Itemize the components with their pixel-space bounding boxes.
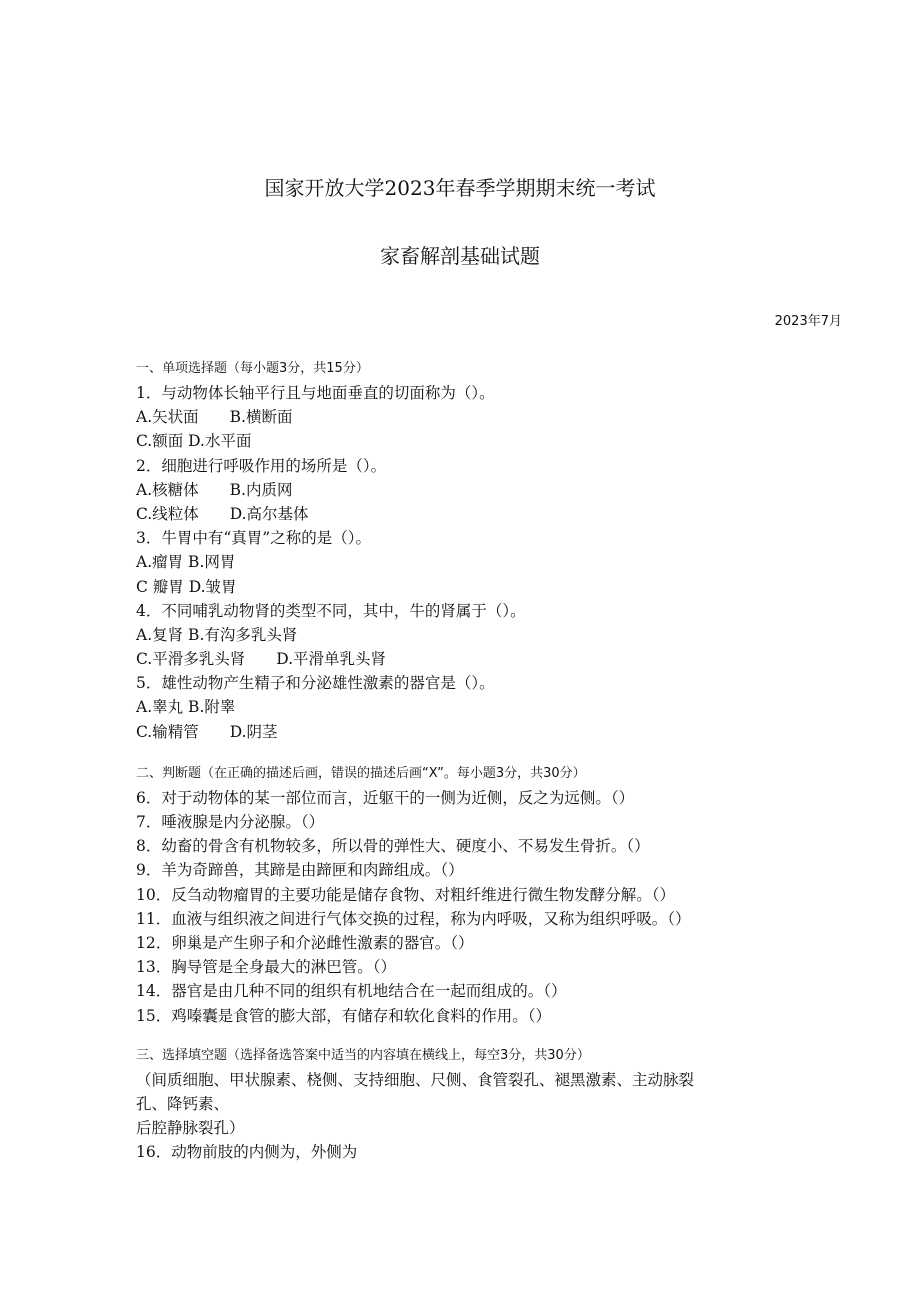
question-line: 15．鸡嗪囊是食管的膨大部，有储存和软化食料的作用。（） — [136, 1006, 551, 1025]
question-line: 7．唾液腺是内分泌腺。（） — [136, 813, 325, 831]
option-line: A.复肾 B.有沟多乳头肾 — [136, 625, 298, 644]
option-line: A.瘤胃 B.网胃 — [136, 553, 236, 572]
section2-questions — [136, 786, 816, 1028]
question-line: 11．血液与组织液之间进行气体交换的过程，称为内呼吸，又称为组织呼吸。（） — [136, 909, 691, 928]
question-line: 9．羊为奇蹄兽，其蹄是由蹄匣和肉蹄组成。（） — [136, 861, 464, 880]
option-line: A.睾丸 B.附睾 — [136, 698, 236, 717]
subject-title: 家畜解剖基础试题 — [380, 244, 540, 268]
question-line: 13．胸导管是全身最大的淋巴管。（） — [136, 958, 396, 977]
question-line: 16．动物前肢的内侧为，外侧为 — [136, 1143, 358, 1162]
question-line: 10．反刍动物瘤胃的主要功能是储存食物、对粗纤维进行微生物发酵分解。（） — [136, 885, 675, 904]
question-line: 5．雄性动物产生精子和分泌雄性激素的器官是（）。 — [136, 674, 495, 693]
section1-heading: 一、单项选择题（每小题3分，共15分） — [136, 361, 369, 376]
section3-heading: 三、选择填空题（选择备选答案中适当的内容填在横线上，每空3分，共30分） — [136, 1047, 590, 1063]
option-line: C.输精管 D.阴茎 — [136, 722, 278, 741]
exam-title: 国家开放大学2023年春季学期期末统一考试 — [264, 176, 656, 200]
answer-options-line: （间质细胞、甲状腺素、桡侧、支持细胞、尺侧、食管裂孔、褪黑激素、主动脉裂 — [136, 1070, 695, 1089]
section3-content — [136, 1068, 816, 1165]
question-line: 4．不同哺乳动物肾的类型不同，其中，牛的肾属于（）。 — [136, 601, 526, 620]
section2-heading: 二、判断题（在正确的描述后画，错误的描述后画“X”。每小题3分，共30分） — [136, 765, 586, 781]
question-line: 1．与动物体长轴平行且与地面垂直的切面称为（）。 — [136, 384, 495, 402]
question-line: 12．卵巢是产生卵子和介泌雌性激素的器官。（） — [136, 933, 474, 952]
question-line: 6．对于动物体的某一部位而言，近躯干的一侧为近侧，反之为远侧。（） — [136, 788, 635, 807]
exam-date: 2023年7月 — [774, 314, 842, 329]
answer-options-line: 后腔静脉裂孔） — [136, 1119, 245, 1138]
question-line: 14．器官是由几种不同的组织有机地结合在一起而组成的。（） — [136, 982, 567, 1001]
exam-body — [136, 357, 816, 1164]
section1-questions — [136, 381, 816, 744]
answer-options-line: 孔、降钙素、 — [136, 1094, 230, 1113]
option-line: C 瓣胃 D.皱胃 — [136, 577, 237, 596]
question-line: 3．牛胃中有“真胃”之称的是（）。 — [136, 529, 371, 548]
option-line: C.额面 D.水平面 — [136, 432, 252, 451]
option-line: A.核糖体 B.内质网 — [136, 480, 293, 499]
option-line: A.矢状面 B.横断面 — [136, 408, 293, 427]
question-line: 2．细胞进行呼吸作用的场所是（）。 — [136, 456, 387, 475]
question-line: 8．幼畜的骨含有机物较多，所以骨的弹性大、硬度小、不易发生骨折。（） — [136, 837, 650, 856]
option-line: C.线粒体 D.高尔基体 — [136, 504, 309, 523]
option-line: C.平滑多乳头肾 D.平滑单乳头肾 — [136, 650, 387, 669]
